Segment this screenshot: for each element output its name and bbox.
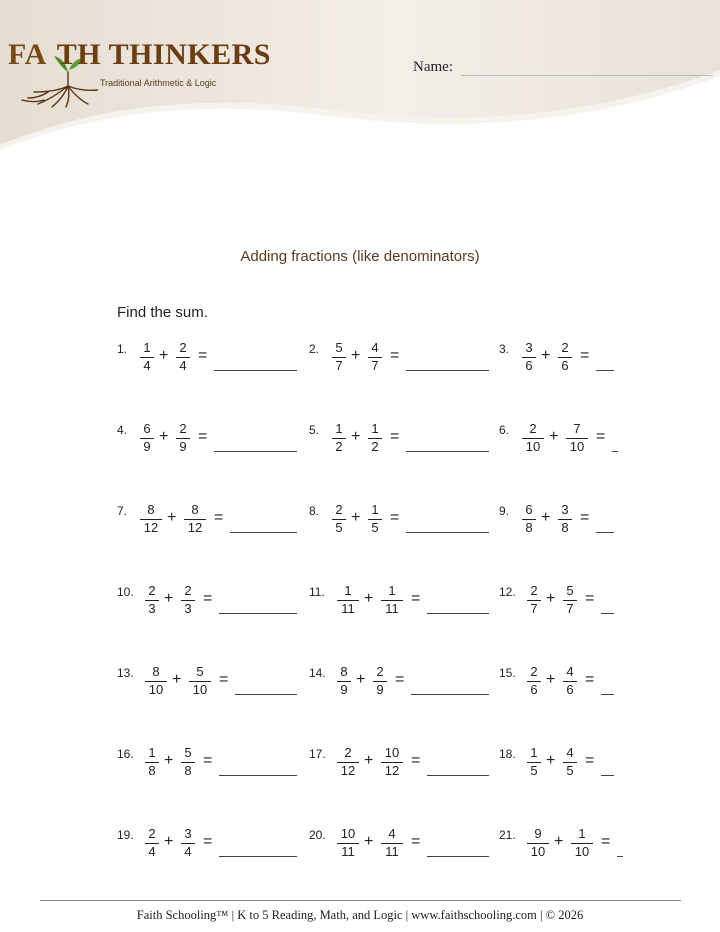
numerator: 8 (147, 502, 155, 517)
denominator: 8 (148, 763, 156, 778)
denominator: 4 (143, 358, 151, 373)
denominator: 11 (341, 844, 355, 859)
answer-blank[interactable] (411, 694, 489, 695)
answer-blank[interactable] (230, 532, 297, 533)
denominator: 11 (385, 601, 399, 616)
answer-blank[interactable] (601, 613, 614, 614)
fraction-addend-1 (139, 502, 163, 536)
denominator: 7 (530, 601, 538, 616)
denominator: 5 (566, 763, 574, 778)
denominator: 7 (335, 358, 343, 373)
problem-number: 15. (499, 666, 516, 680)
denominator: 10 (192, 682, 208, 697)
problem-number: 12. (499, 585, 516, 599)
answer-blank[interactable] (596, 532, 614, 533)
answer-blank[interactable] (214, 451, 297, 452)
problem-item (499, 504, 689, 544)
equals-sign: = (198, 428, 208, 445)
problem-item (117, 342, 307, 382)
fraction-addend-2 (562, 745, 578, 779)
plus-sign: + (364, 833, 374, 850)
plus-sign: + (159, 347, 169, 364)
numerator: 4 (566, 745, 574, 760)
fraction-addend-2 (367, 421, 383, 455)
denominator: 8 (184, 763, 192, 778)
denominator: 12 (340, 763, 356, 778)
plus-sign: + (351, 347, 361, 364)
denominator: 6 (561, 358, 569, 373)
problem-number: 4. (117, 423, 128, 437)
answer-blank[interactable] (596, 370, 614, 371)
problem-item (117, 828, 307, 868)
denominator: 6 (566, 682, 574, 697)
denominator: 8 (525, 520, 533, 535)
fraction-addend-2 (180, 826, 196, 860)
fraction-addend-1 (526, 583, 542, 617)
numerator: 10 (340, 826, 356, 841)
problem-item (117, 423, 307, 463)
logo-word-thinkers: TH THINKERS (56, 38, 271, 71)
fraction-addend-2 (367, 340, 383, 374)
equals-sign: = (203, 590, 213, 607)
numerator: 2 (530, 583, 538, 598)
problem-item (309, 828, 499, 868)
equals-sign: = (203, 752, 213, 769)
fraction-addend-1 (144, 826, 160, 860)
fraction-addend-1 (144, 583, 160, 617)
numerator: 2 (184, 583, 192, 598)
fraction-addend-2 (175, 421, 191, 455)
fraction-addend-2 (372, 664, 388, 698)
equals-sign: = (219, 671, 229, 688)
equals-sign: = (585, 671, 595, 688)
denominator: 4 (184, 844, 192, 859)
numerator: 2 (530, 664, 538, 679)
answer-blank[interactable] (406, 532, 489, 533)
denominator: 4 (148, 844, 156, 859)
fraction-addend-1 (144, 745, 160, 779)
plus-sign: + (554, 833, 564, 850)
fraction-addend-1 (521, 340, 537, 374)
numerator: 4 (388, 826, 396, 841)
plus-sign: + (164, 833, 174, 850)
numerator: 2 (179, 421, 187, 436)
numerator: 1 (344, 583, 352, 598)
problem-item (499, 423, 689, 463)
numerator: 2 (148, 826, 156, 841)
problem-item (117, 666, 307, 706)
denominator: 6 (525, 358, 533, 373)
fraction-addend-2 (380, 826, 404, 860)
numerator: 2 (529, 421, 537, 436)
numerator: 1 (388, 583, 396, 598)
denominator: 5 (530, 763, 538, 778)
plus-sign: + (351, 428, 361, 445)
plus-sign: + (546, 671, 556, 688)
equals-sign: = (390, 347, 400, 364)
footer-text: Faith Schooling™ | K to 5 Reading, Math, and Logic | www.faithschooling.com | © 2026 (136, 908, 584, 922)
numerator: 3 (525, 340, 533, 355)
fraction-addend-2 (570, 826, 594, 860)
fraction-addend-2 (557, 340, 573, 374)
numerator: 3 (561, 502, 569, 517)
plus-sign: + (546, 590, 556, 607)
fraction-addend-1 (526, 745, 542, 779)
fraction-addend-2 (180, 583, 196, 617)
problem-number: 14. (309, 666, 326, 680)
numerator: 5 (196, 664, 204, 679)
numerator: 5 (566, 583, 574, 598)
footer-divider (40, 900, 681, 901)
denominator: 7 (371, 358, 379, 373)
numerator: 1 (578, 826, 586, 841)
denominator: 7 (566, 601, 574, 616)
numerator: 1 (530, 745, 538, 760)
problem-item (309, 342, 499, 382)
equals-sign: = (585, 590, 595, 607)
problem-number: 6. (499, 423, 510, 437)
numerator: 1 (371, 502, 379, 517)
problem-number: 10. (117, 585, 134, 599)
denominator: 10 (574, 844, 590, 859)
fraction-addend-2 (565, 421, 589, 455)
denominator: 2 (335, 439, 343, 454)
equals-sign: = (411, 590, 421, 607)
numerator: 7 (573, 421, 581, 436)
denominator: 2 (371, 439, 379, 454)
numerator: 2 (376, 664, 384, 679)
fraction-addend-2 (180, 745, 196, 779)
answer-blank[interactable] (219, 775, 297, 776)
instruction-text: Find the sum. (117, 304, 208, 321)
equals-sign: = (601, 833, 611, 850)
name-label: Name: (413, 59, 453, 75)
fraction-addend-1 (336, 583, 360, 617)
denominator: 12 (384, 763, 400, 778)
problem-item (499, 747, 689, 787)
numerator: 8 (191, 502, 199, 517)
plus-sign: + (541, 347, 551, 364)
problem-number: 18. (499, 747, 516, 761)
problem-number: 9. (499, 504, 510, 518)
denominator: 10 (530, 844, 546, 859)
equals-sign: = (596, 428, 606, 445)
problem-item (117, 747, 307, 787)
plus-sign: + (351, 509, 361, 526)
denominator: 9 (143, 439, 151, 454)
fraction-addend-2 (188, 664, 212, 698)
fraction-addend-1 (336, 745, 360, 779)
plus-sign: + (364, 752, 374, 769)
problem-item (499, 828, 689, 868)
denominator: 12 (143, 520, 159, 535)
fraction-addend-2 (557, 502, 573, 536)
equals-sign: = (411, 833, 421, 850)
numerator: 8 (152, 664, 160, 679)
problem-item (309, 504, 499, 544)
denominator: 9 (376, 682, 384, 697)
plus-sign: + (172, 671, 182, 688)
problem-number: 13. (117, 666, 134, 680)
fraction-addend-2 (562, 583, 578, 617)
answer-blank[interactable] (427, 613, 489, 614)
numerator: 1 (148, 745, 156, 760)
numerator: 5 (184, 745, 192, 760)
numerator: 2 (148, 583, 156, 598)
denominator: 5 (371, 520, 379, 535)
plus-sign: + (364, 590, 374, 607)
answer-blank[interactable] (601, 694, 614, 695)
numerator: 4 (371, 340, 379, 355)
fraction-addend-1 (526, 826, 550, 860)
problem-item (117, 585, 307, 625)
numerator: 3 (184, 826, 192, 841)
problem-number: 19. (117, 828, 134, 842)
plus-sign: + (541, 509, 551, 526)
answer-blank[interactable] (235, 694, 297, 695)
equals-sign: = (198, 347, 208, 364)
denominator: 10 (525, 439, 541, 454)
fraction-addend-1 (336, 826, 360, 860)
problem-number: 5. (309, 423, 320, 437)
answer-blank[interactable] (427, 775, 489, 776)
equals-sign: = (390, 509, 400, 526)
denominator: 10 (148, 682, 164, 697)
fraction-addend-1 (139, 421, 155, 455)
answer-blank[interactable] (612, 451, 618, 452)
answer-blank[interactable] (219, 613, 297, 614)
worksheet-title: Adding fractions (like denominators) (240, 248, 480, 265)
numerator: 2 (561, 340, 569, 355)
plus-sign: + (167, 509, 177, 526)
equals-sign: = (585, 752, 595, 769)
denominator: 10 (569, 439, 585, 454)
problem-number: 11. (309, 585, 325, 599)
answer-blank[interactable] (406, 370, 489, 371)
numerator: 2 (335, 502, 343, 517)
fraction-addend-1 (336, 664, 352, 698)
numerator: 2 (344, 745, 352, 760)
plus-sign: + (356, 671, 366, 688)
equals-sign: = (214, 509, 224, 526)
numerator: 1 (335, 421, 343, 436)
fraction-addend-2 (562, 664, 578, 698)
fraction-addend-1 (526, 664, 542, 698)
problem-number: 1. (117, 342, 128, 356)
problem-number: 17. (309, 747, 326, 761)
denominator: 9 (340, 682, 348, 697)
numerator: 10 (384, 745, 400, 760)
fraction-addend-2 (183, 502, 207, 536)
fraction-addend-1 (331, 421, 347, 455)
problem-number: 16. (117, 747, 134, 761)
fraction-addend-1 (144, 664, 168, 698)
problem-number: 20. (309, 828, 326, 842)
equals-sign: = (580, 347, 590, 364)
denominator: 6 (530, 682, 538, 697)
numerator: 2 (179, 340, 187, 355)
plus-sign: + (159, 428, 169, 445)
numerator: 4 (566, 664, 574, 679)
equals-sign: = (395, 671, 405, 688)
equals-sign: = (203, 833, 213, 850)
fraction-addend-1 (139, 340, 155, 374)
problem-number: 7. (117, 504, 128, 518)
denominator: 3 (148, 601, 156, 616)
denominator: 11 (341, 601, 355, 616)
plus-sign: + (546, 752, 556, 769)
denominator: 9 (179, 439, 187, 454)
fraction-addend-1 (521, 421, 545, 455)
problem-item (499, 342, 689, 382)
numerator: 5 (335, 340, 343, 355)
problem-number: 2. (309, 342, 320, 356)
answer-blank[interactable] (406, 451, 489, 452)
denominator: 8 (561, 520, 569, 535)
problem-number: 8. (309, 504, 320, 518)
answer-blank[interactable] (617, 856, 623, 857)
denominator: 11 (385, 844, 399, 859)
plus-sign: + (164, 752, 174, 769)
problem-item (309, 423, 499, 463)
problem-number: 21. (499, 828, 516, 842)
denominator: 3 (184, 601, 192, 616)
problem-item (309, 747, 499, 787)
equals-sign: = (390, 428, 400, 445)
equals-sign: = (580, 509, 590, 526)
numerator: 9 (534, 826, 542, 841)
logo-tagline: Traditional Arithmetic & Logic (100, 78, 217, 88)
denominator: 5 (335, 520, 343, 535)
numerator: 1 (371, 421, 379, 436)
problem-number: 3. (499, 342, 510, 356)
numerator: 8 (340, 664, 348, 679)
answer-blank[interactable] (427, 856, 489, 857)
denominator: 12 (187, 520, 203, 535)
fraction-addend-2 (380, 745, 404, 779)
answer-blank[interactable] (219, 856, 297, 857)
numerator: 6 (525, 502, 533, 517)
answer-blank[interactable] (214, 370, 297, 371)
equals-sign: = (411, 752, 421, 769)
problem-item (309, 585, 499, 625)
fraction-addend-1 (331, 502, 347, 536)
fraction-addend-2 (175, 340, 191, 374)
problem-item (499, 585, 689, 625)
fraction-addend-2 (380, 583, 404, 617)
fraction-addend-1 (331, 340, 347, 374)
problem-item (309, 666, 499, 706)
plus-sign: + (549, 428, 559, 445)
numerator: 6 (143, 421, 151, 436)
denominator: 4 (179, 358, 187, 373)
problem-item (117, 504, 307, 544)
logo-word-faith: FA (8, 38, 47, 71)
answer-blank[interactable] (601, 775, 614, 776)
plus-sign: + (164, 590, 174, 607)
fraction-addend-1 (521, 502, 537, 536)
numerator: 1 (143, 340, 151, 355)
problem-item (499, 666, 689, 706)
fraction-addend-2 (367, 502, 383, 536)
